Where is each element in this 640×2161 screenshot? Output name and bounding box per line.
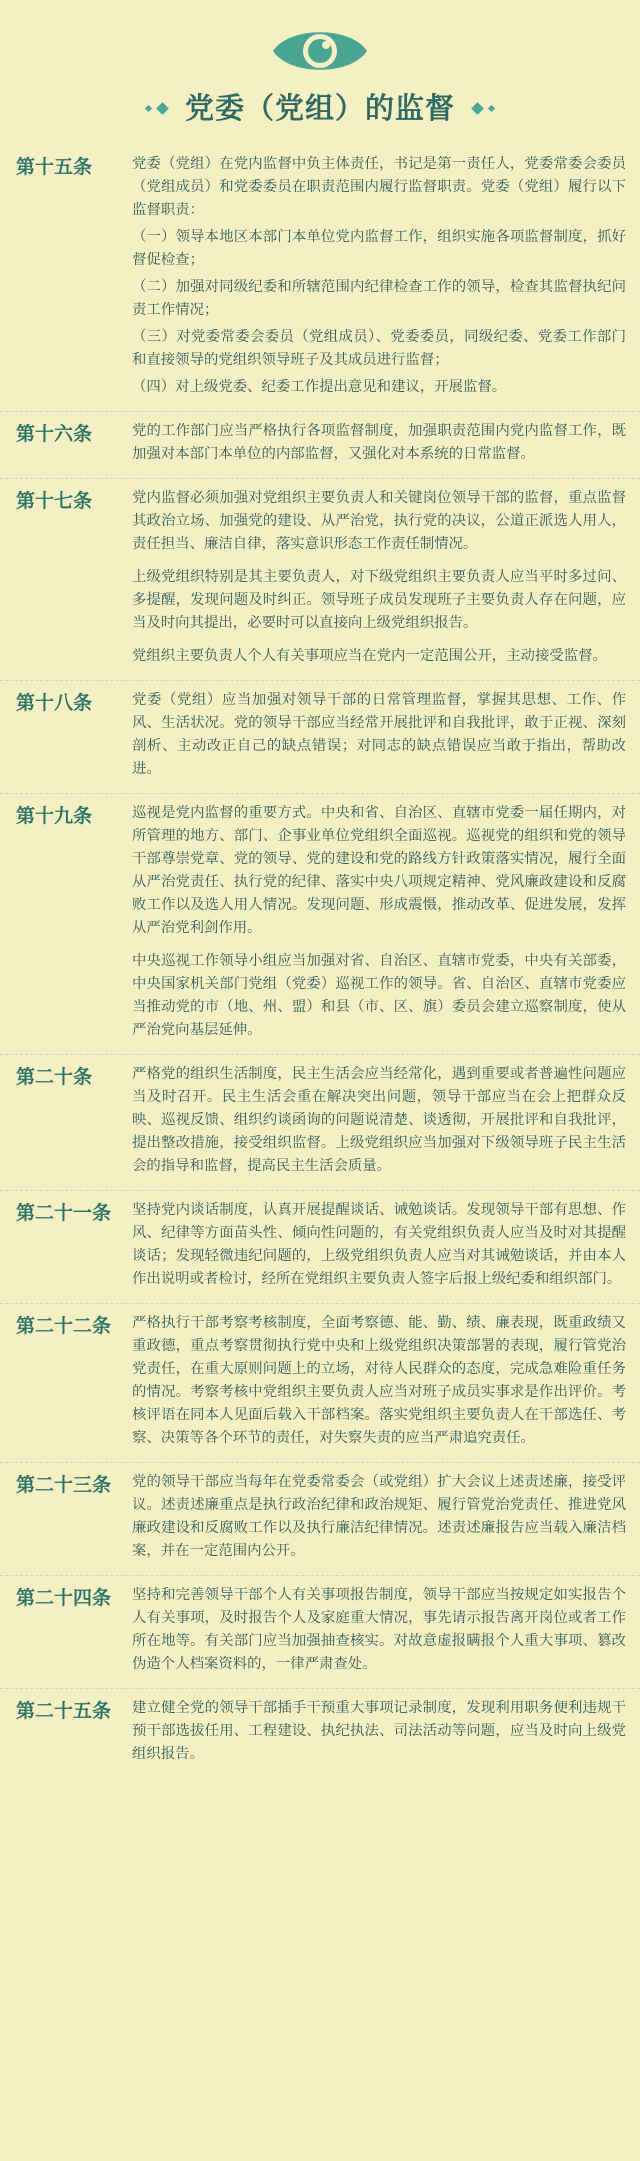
article-number: 第二十三条 — [16, 1474, 112, 1496]
article-24 — [0, 1576, 640, 1689]
article-body — [132, 1063, 626, 1178]
article-number: 第十九条 — [16, 805, 93, 827]
article-paragraph: 巡视是党内监督的重要方式。中央和省、自治区、直辖市党委一届任期内，对所管理的地方、部门、企事业单位党组织全面巡视。巡视党的组织和党的领导干部尊崇党章、党的领导、党的建设和党的路线方针政策落实情况，履行全面从严治党责任、执行党的纪律、落实中央八项规定精神、党风廉政建设和反腐败工作以及选人用人情况。发现问题、形成震慑，推动改革、促进发展，发挥从严治党利剑作用。 — [132, 805, 626, 936]
article-20 — [0, 1055, 640, 1191]
article-18 — [0, 681, 640, 794]
article-paragraph: 党内监督必须加强对党组织主要负责人和关键岗位领导干部的监督，重点监督其政治立场、加强党的建设、从严治党，执行党的决议，公道正派选人用人，责任担当、廉洁自律，落实意识形态工作责任制情况。 — [132, 490, 626, 552]
article-17 — [0, 479, 640, 681]
article-body — [132, 153, 626, 399]
article-list — [0, 145, 640, 1778]
article-paragraph: 坚持党内谈话制度，认真开展提醒谈话、诫勉谈话。发现领导干部有思想、作风、纪律等方面苗头性、倾向性问题的，有关党组织负责人应当及时对其提醒谈话；发现轻微违纪问题的，上级党组织负责人应当对其诫勉谈话，并由本人作出说明或者检讨，经所在党组织主要负责人签字后报上级纪委和组织部门。 — [132, 1202, 626, 1287]
article-paragraph: 严格党的组织生活制度，民主生活会应当经常化，遇到重要或者普遍性问题应当及时召开。民主生活会重在解决突出问题，领导干部应当在会上把群众反映、巡视反馈、组织约谈函询的问题说清楚、谈透彻，开展批评和自我批评，提出整改措施，接受组织监督。上级党组织应当加强对下级领导班子民主生活会的指导和监督，提高民主生活会质量。 — [132, 1066, 626, 1174]
title-row — [0, 86, 640, 130]
article-25 — [0, 1689, 640, 1778]
article-paragraph: 党的领导干部应当每年在党委常委会（或党组）扩大会议上述责述廉，接受评议。述责述廉重点是执行政治纪律和政治规矩、履行管党治党责任、推进党风廉政建设和反腐败工作以及执行廉洁纪律情况。述责述廉报告应当载入廉洁档案，并在一定范围内公开。 — [132, 1474, 626, 1559]
article-body — [132, 1584, 626, 1676]
article-paragraph: 建立健全党的领导干部插手干预重大事项记录制度，发现利用职务便利违规干预干部选拔任用、工程建设、执纪执法、司法活动等问题，应当及时向上级党组织报告。 — [132, 1700, 626, 1762]
diamond-icon — [156, 102, 169, 115]
article-number: 第二十一条 — [16, 1202, 112, 1224]
article-number: 第十八条 — [16, 692, 93, 714]
article-paragraph: 严格执行干部考察考核制度，全面考察德、能、勤、绩、廉表现，既重政绩又重政德，重点考察贯彻执行党中央和上级党组织决策部署的表现，履行管党治党责任，在重大原则问题上的立场，对待人民群众的态度，完成急难险重任务的情况。考察考核中党组织主要负责人应当对班子成员实事求是作出评价。考核评语在同本人见面后载入干部档案。落实党组织主要负责人在干部选任、考察、决策等各个环节的责任，对失察失责的应当严肃追究责任。 — [132, 1315, 626, 1446]
article-16 — [0, 412, 640, 479]
article-number: 第十六条 — [16, 423, 93, 445]
left-ornament — [146, 104, 167, 113]
article-number: 第十五条 — [16, 156, 93, 178]
article-body — [132, 689, 626, 781]
article-15 — [0, 145, 640, 412]
article-21 — [0, 1191, 640, 1304]
article-paragraph: 中央巡视工作领导小组应当加强对省、自治区、直辖市党委，中央有关部委，中央国家机关部门党组（党委）巡视工作的领导。省、自治区、直辖市党委应当推动党的市（地、州、盟）和县（市、区、旗）委员会建立巡察制度，使从严治党向基层延伸。 — [132, 953, 626, 1038]
article-paragraph: （四）对上级党委、纪委工作提出意见和建议，开展监督。 — [132, 379, 507, 395]
article-number: 第十七条 — [16, 490, 93, 512]
article-number: 第二十四条 — [16, 1587, 112, 1609]
article-paragraph: （一）领导本地区本部门本单位党内监督工作，组织实施各项监督制度，抓好督促检查； — [132, 229, 626, 268]
article-body — [132, 1312, 626, 1450]
article-paragraph: 党委（党组）在党内监督中负主体责任，书记是第一责任人，党委常委会委员（党组成员）和党委委员在职责范围内履行监督职责。党委（党组）履行以下监督职责： — [132, 156, 626, 218]
article-23 — [0, 1463, 640, 1576]
diamond-icon — [471, 102, 484, 115]
article-number: 第二十五条 — [16, 1700, 112, 1722]
page-title: 党委（党组）的监督 — [184, 91, 455, 125]
eye-icon — [271, 20, 369, 82]
article-paragraph: 党委（党组）应当加强对领导干部的日常管理监督，掌握其思想、工作、作风、生活状况。党的领导干部应当经常开展批评和自我批评，敢于正视、深刻剖析、主动改正自己的缺点错误；对同志的缺点错误应当敢于指出，帮助改进。 — [132, 692, 626, 777]
article-body — [132, 802, 626, 1042]
right-ornament — [473, 104, 494, 113]
article-body — [132, 1199, 626, 1291]
diamond-icon — [488, 104, 495, 111]
article-number: 第二十条 — [16, 1066, 93, 1088]
article-body — [132, 1471, 626, 1563]
article-paragraph: 坚持和完善领导干部个人有关事项报告制度，领导干部应当按规定如实报告个人有关事项，及时报告个人及家庭重大情况，事先请示报告离开岗位或者工作所在地等。有关部门应当加强抽查核实。对故意虚报瞒报个人重大事项、篡改伪造个人档案资料的，一律严肃查处。 — [132, 1587, 626, 1672]
article-19 — [0, 794, 640, 1055]
article-number: 第二十二条 — [16, 1315, 112, 1337]
article-body — [132, 420, 626, 466]
article-paragraph: （二）加强对同级纪委和所辖范围内纪律检查工作的领导，检查其监督执纪问责工作情况； — [132, 279, 626, 318]
article-body — [132, 487, 626, 668]
article-paragraph: 上级党组织特别是其主要负责人，对下级党组织主要负责人应当平时多过问、多提醒，发现问题及时纠正。领导班子成员发现班子主要负责人存在问题，应当及时向其提出，必要时可以直接向上级党组织报告。 — [132, 569, 626, 631]
header — [0, 0, 640, 142]
article-22 — [0, 1304, 640, 1463]
article-paragraph: （三）对党委常委会委员（党组成员）、党委委员，同级纪委、党委工作部门和直接领导的党组织领导班子及其成员进行监督； — [132, 329, 626, 368]
article-paragraph: 党组织主要负责人个人有关事项应当在党内一定范围公开，主动接受监督。 — [132, 648, 607, 664]
article-body — [132, 1697, 626, 1766]
diamond-icon — [145, 104, 152, 111]
article-paragraph: 党的工作部门应当严格执行各项监督制度，加强职责范围内党内监督工作，既加强对本部门本单位的内部监督，又强化对本系统的日常监督。 — [132, 423, 626, 462]
